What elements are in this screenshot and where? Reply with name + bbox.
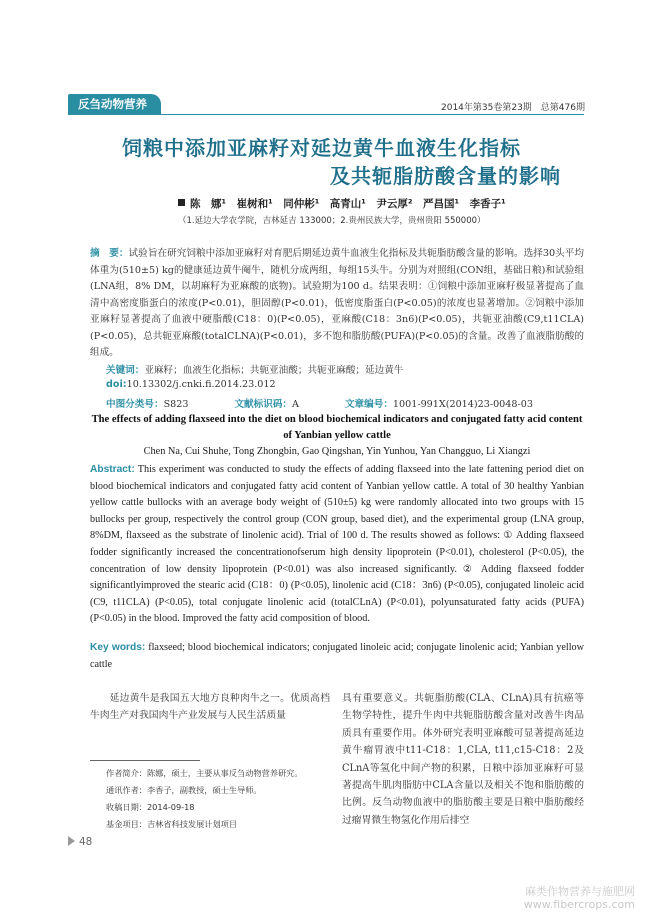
abstract-cn-text: 试验旨在研究饲粮中添加亚麻籽对育肥后期延边黄牛血液生化指标及共轭脂肪酸含量的影响。选择30头平均体重为(510±5) kg的健康延边黄牛阉牛，随机分成两组，每组15头牛。分别为对照组(CON组，基础日粮)和试验组(LNA组，8% DM，以胡麻籽为亚麻酸的底物)。试验期为100 d。结果表明：①饲粮中添加亚麻籽极显著提高了血清中高密度脂蛋白的浓度(P<0.01)，胆固醇(P<0.01)，低密度脂蛋白(P<0.05)的浓度也显著增加。②饲粮中添加亚麻籽显著提高了血液中硬脂酸(C18：0)(P<0.05)，亚麻酸(C18：3n6)(P<0.05)，共轭亚油酸(C9,t11CLA)(P<0.05)，总共轭亚麻酸(totalCLNA)(P<0.01)，多不饱和脂肪酸(PUFA)(P<0.05)的含量。改善了血液脂肪酸的组成。: [90, 248, 584, 358]
keywords-cn: [106, 362, 403, 376]
doi: [106, 379, 276, 390]
clc-value: S823: [163, 399, 189, 410]
title-cn-line1: 饲粮中添加亚麻籽对延边黄牛血液生化指标: [122, 136, 521, 160]
title-cn-line2: 及共轭脂肪酸含量的影响: [330, 164, 561, 188]
watermark-line2: www.fibercrops.com: [523, 898, 635, 911]
title-en: The effects of adding flaxseed into the diet on blood biochemical indicators and conjugated fatty acid content of Yanbian yellow cattle: [91, 414, 583, 441]
authors-cn-text: 陈 娜¹ 崔树和¹ 同仲彬¹ 高青山¹ 尹云厚² 严昌国¹ 李香子¹: [190, 198, 506, 210]
authors-cn: [178, 196, 506, 211]
section-tab: 反刍动物营养: [68, 94, 161, 114]
footnote-corresponding: 通讯作者：李香子，副教授，硕士生导师。: [106, 785, 262, 795]
body-left-column: 延边黄牛是我国五大地方良种肉牛之一。优质高档牛肉生产对我国肉牛产业发展与人民生活质量: [90, 693, 330, 722]
article-no-label: 文章编号：: [344, 399, 393, 410]
keywords-en: [90, 640, 584, 673]
page-number-text: 48: [79, 836, 93, 848]
abstract-cn: [90, 246, 584, 362]
abstract-en-label: Abstract:: [90, 464, 135, 475]
classification-line: [106, 396, 533, 410]
body-right-column: 具有重要意义。共轭脂肪酸(CLA、CLnA)具有抗癌等生物学特性，提升牛肉中共轭脂肪酸含量对改善牛肉品质具有重要作用。体外研究表明亚麻酸可显著提高延边黄牛瘤胃液中t11-C18：1,CLA, t11,c15-C18：2及CLnA等氢化中间产物的积累，日粮中添加亚麻籽可显著提高牛肌肉脂肪中CLA含量以及相关不饱和脂肪酸的比例。反刍动物血液中的脂肪酸主要是日粮中脂肪酸经过瘤胃微生物氢化作用后排空: [342, 693, 584, 826]
footnote-received: 收稿日期：2014-09-18: [106, 802, 195, 812]
square-bullet-icon: [178, 199, 185, 206]
keywords-en-text: flaxseed; blood biochemical indicators; conjugated linoleic acid; conjugate linolenic acid; Yanbian yellow cattle: [90, 642, 584, 670]
abstract-en-text: This experiment was conducted to study the effects of adding flaxseed into the late fattening period diet on blood biochemical indicators and conjugated fatty acid content of Yanbian yellow cattle. A total of 30 healthy Yanbian yellow cattle bullocks with an average body weight of (510±5) kg were randomly allocated into two groups with 15 bullocks per group, respectively the control group (CON group, based diet), and the experimental group (LNA group, 8%DM, flaxseed as the substrate of linolenic acid). Trial of 100 d. The results showed as follows: ① Adding flaxseed fodder significantly increased the concentrationofserum high density lipoprotein (P<0.01), cholesterol (P<0.05), the concentration of low density lipoprotein (P<0.01) was also increased significantly. ② Adding flaxseed fodder significantlyimproved the stearic acid (C18：0) (P<0.05), linolenic acid (C18：3n6) (P<0.05), conjugated linoleic acid (C9, t11CLA) (P<0.05), total conjugate linolenic acid (totalCLnA) (P<0.01), polyunsaturated fatty acids (PUFA)(P<0.05) in the blood. Improved the fatty acid composition of blood.: [90, 464, 584, 625]
clc-label: 中图分类号：: [106, 399, 164, 410]
doc-code-label: 文献标识码：: [234, 399, 293, 410]
doi-label: doi:: [106, 379, 127, 390]
watermark: [524, 885, 635, 911]
footnote-author-intro: 作者简介：陈娜，硕士，主要从事反刍动物营养研究。: [106, 768, 303, 778]
page-number: [68, 836, 92, 848]
issue-info: 2014年第35卷第23期 总第476期: [441, 103, 585, 113]
keywords-en-label: Key words:: [90, 642, 146, 653]
keywords-cn-text: 亚麻籽；血液生化指标；共轭亚油酸；共轭亚麻酸；延边黄牛: [144, 365, 404, 376]
doc-code-value: A: [292, 399, 299, 410]
abstract-en: [90, 462, 584, 628]
header-rule: [68, 114, 584, 115]
footnote-funding: 基金项目：吉林省科技发展计划项目: [106, 819, 238, 829]
affiliation-cn: （1.延边大学农学院，吉林延吉 133000；2.贵州民族大学，贵州贵阳 550000）: [178, 216, 486, 226]
keywords-cn-label: 关键词：: [106, 365, 145, 376]
authors-en: Chen Na, Cui Shuhe, Tong Zhongbin, Gao Qingshan, Yin Yunhou, Yan Changguo, Li Xiangzi: [143, 446, 531, 457]
page-arrow-icon: [68, 836, 75, 846]
abstract-cn-label: 摘 要：: [90, 248, 129, 259]
article-no-value: 1001-991X(2014)23-0048-03: [392, 399, 533, 410]
watermark-line1: 麻类作物营养与施肥网: [525, 885, 635, 898]
doi-text: 10.13302/j.cnki.fi.2014.23.012: [126, 379, 276, 390]
footnote-rule: [90, 760, 200, 761]
